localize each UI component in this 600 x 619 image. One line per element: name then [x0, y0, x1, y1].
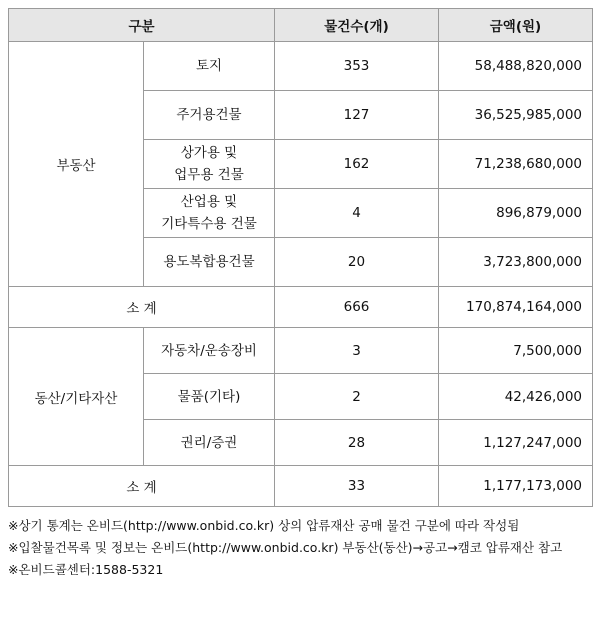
row-name: 산업용 및 기타특수용 건물 — [144, 189, 275, 238]
subtotal-row-real-estate — [9, 287, 593, 328]
table-row — [9, 42, 593, 91]
footnote-call-center: ※온비드콜센터:1588-5321 — [8, 562, 164, 577]
footnotes — [8, 515, 592, 581]
row-amount: 3,723,800,000 — [439, 238, 593, 287]
row-name: 자동차/운송장비 — [144, 328, 275, 374]
row-name: 토지 — [144, 42, 275, 91]
row-count: 4 — [275, 189, 439, 238]
header-row — [9, 9, 593, 42]
row-count: 20 — [275, 238, 439, 287]
row-amount: 7,500,000 — [439, 328, 593, 374]
row-amount: 58,488,820,000 — [439, 42, 593, 91]
row-count: 353 — [275, 42, 439, 91]
row-count: 162 — [275, 140, 439, 189]
row-count: 127 — [275, 91, 439, 140]
row-name: 권리/증권 — [144, 420, 275, 466]
group-label-real-estate: 부동산 — [9, 42, 144, 287]
header-count: 물건수(개) — [275, 9, 439, 42]
subtotal-label: 소 계 — [9, 466, 275, 507]
row-amount: 71,238,680,000 — [439, 140, 593, 189]
row-count: 28 — [275, 420, 439, 466]
table-row — [9, 328, 593, 374]
row-amount: 896,879,000 — [439, 189, 593, 238]
subtotal-count: 666 — [275, 287, 439, 328]
header-category: 구분 — [9, 9, 275, 42]
footnote-listing-info: ※입찰물건목록 및 정보는 온비드(http://www.onbid.co.kr) 부동산(동산)→공고→캠코 압류재산 참고 — [8, 540, 563, 555]
row-name: 용도복합용건물 — [144, 238, 275, 287]
subtotal-amount: 1,177,173,000 — [439, 466, 593, 507]
row-amount: 42,426,000 — [439, 374, 593, 420]
row-name: 주거용건물 — [144, 91, 275, 140]
subtotal-row-movable — [9, 466, 593, 507]
row-amount: 1,127,247,000 — [439, 420, 593, 466]
subtotal-amount: 170,874,164,000 — [439, 287, 593, 328]
header-amount: 금액(원) — [439, 9, 593, 42]
row-count: 2 — [275, 374, 439, 420]
statistics-document — [8, 8, 592, 581]
footnote-statistics-source: ※상기 통계는 온비드(http://www.onbid.co.kr) 상의 압류재산 공매 물건 구분에 따라 작성됨 — [8, 518, 520, 533]
group-label-movable: 동산/기타자산 — [9, 328, 144, 466]
row-name: 물품(기타) — [144, 374, 275, 420]
subtotal-count: 33 — [275, 466, 439, 507]
row-count: 3 — [275, 328, 439, 374]
auction-statistics-table — [8, 8, 593, 507]
row-amount: 36,525,985,000 — [439, 91, 593, 140]
subtotal-label: 소 계 — [9, 287, 275, 328]
row-name: 상가용 및 업무용 건물 — [144, 140, 275, 189]
